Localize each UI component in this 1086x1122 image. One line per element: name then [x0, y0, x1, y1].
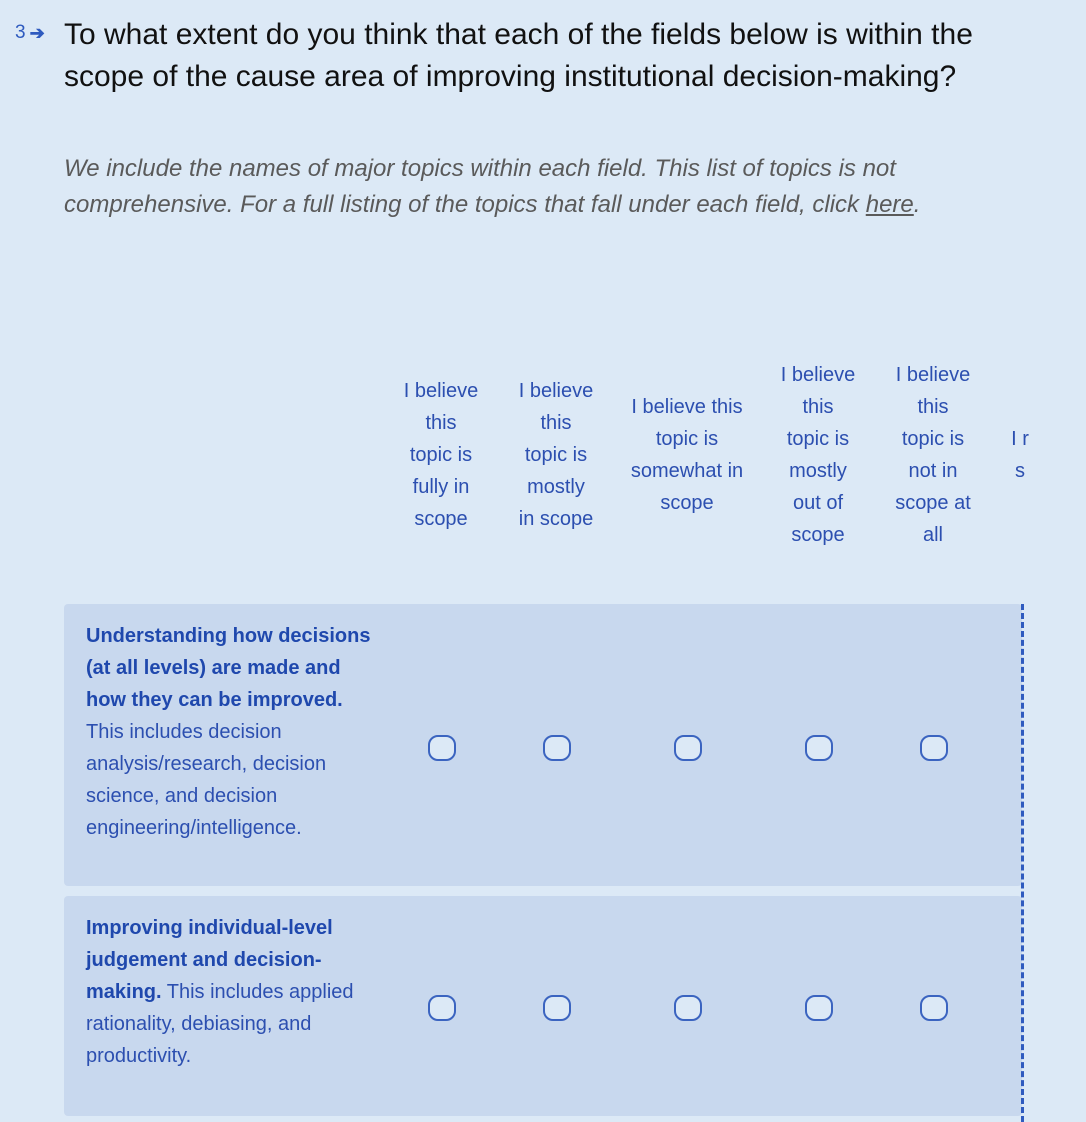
radio-mostly-out-of-scope[interactable]: [805, 995, 833, 1021]
description-text: We include the names of major topics within each field. This list of topics is not comprehensive. For a full listing of the topics that fall under each field, click: [64, 155, 896, 218]
here-link[interactable]: here: [865, 191, 914, 218]
column-header-fully: I believe this topic is fully in scope: [403, 380, 479, 530]
radio-mostly-in-scope[interactable]: [543, 735, 571, 761]
scroll-divider: [1021, 604, 1024, 1122]
matrix-row-1: [64, 604, 1022, 886]
column-header-truncated: I r s: [1011, 428, 1029, 482]
row-label: [86, 912, 371, 1072]
question-number: [15, 22, 45, 44]
radio-somewhat-in-scope[interactable]: [674, 995, 702, 1021]
radio-mostly-in-scope[interactable]: [543, 995, 571, 1021]
row-label-rest: This includes applied rationality, debiasing, and productivity.: [86, 981, 354, 1067]
column-header-somewhat: I believe this topic is somewhat in scope: [630, 396, 744, 514]
row-label-rest: This includes decision analysis/research, decision science, and decision engineering/intelligence.: [86, 721, 327, 839]
radio-fully-in-scope[interactable]: [428, 735, 456, 761]
question-description: [64, 151, 1024, 223]
radio-mostly-out-of-scope[interactable]: [805, 735, 833, 761]
row-label-bold: Improving individual-level judgement and decision-making.: [86, 917, 333, 1003]
column-header-mostly-out: I believe this topic is mostly out of scope: [780, 364, 856, 546]
column-header-not-in-scope: I believe this topic is not in scope at all: [895, 364, 971, 546]
column-header-mostly-in: I believe this topic is mostly in scope: [518, 380, 594, 530]
radio-somewhat-in-scope[interactable]: [674, 735, 702, 761]
radio-not-in-scope[interactable]: [920, 735, 948, 761]
radio-not-in-scope[interactable]: [920, 995, 948, 1021]
matrix-row-2: [64, 896, 1022, 1116]
description-end: .: [913, 191, 921, 218]
arrow-right-icon: ➔: [29, 22, 45, 43]
radio-fully-in-scope[interactable]: [428, 995, 456, 1021]
question-number-text: 3: [15, 22, 26, 43]
row-label: [86, 620, 371, 844]
row-label-bold: Understanding how decisions (at all levels) are made and how they can be improved.: [86, 625, 371, 711]
question-title: To what extent do you think that each of the fields below is within the scope of the cause area of improving institutional decision-making?: [64, 18, 973, 93]
